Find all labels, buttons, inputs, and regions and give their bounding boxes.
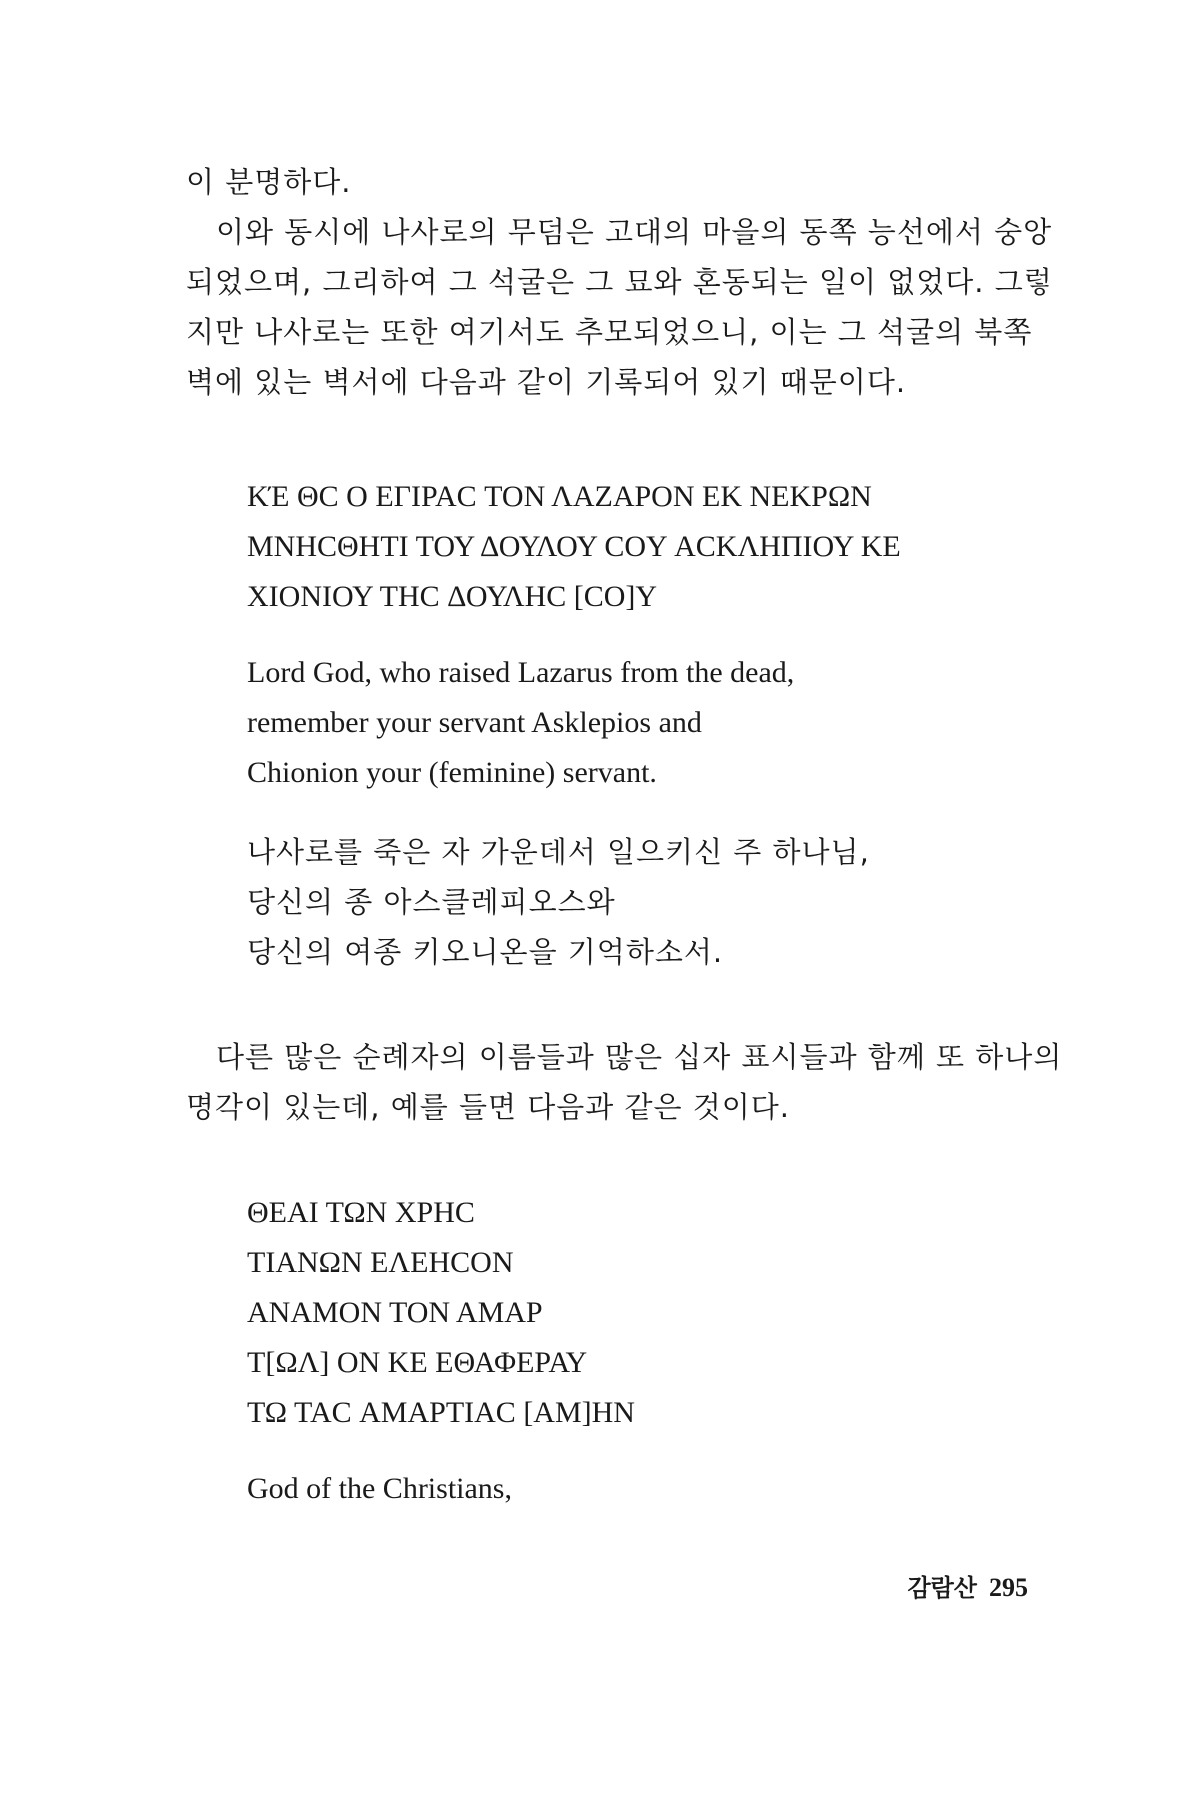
inscription-2-greek-line-2: ΤΙΑΝΩΝ ΕΛΕΗCON: [247, 1246, 514, 1279]
page-number: 295: [989, 1573, 1028, 1602]
inscription-1-greek-line-1: ΚΈ ΘC Ο ΕΓΙΡΑC ΤΟΝ ΛΑΖΑΡΟΝ ΕΚ ΝΕΚΡΩΝ: [247, 480, 872, 513]
inscription-1-english-line-3: Chionion your (feminine) servant.: [247, 756, 657, 789]
running-head: 감람산: [907, 1574, 977, 1602]
inscription-2-greek-line-3: ΑΝΑΜΟΝ ΤΟΝ ΑΜΑΡ: [247, 1296, 543, 1329]
page-footer: [907, 1568, 1028, 1603]
paragraph-2-line-2: 명각이 있는데, 예를 들면 다음과 같은 것이다.: [186, 1090, 790, 1124]
inscription-1-korean-line-3: 당신의 여종 키오니온을 기억하소서.: [247, 935, 724, 969]
inscription-1-english-line-2: remember your servant Asklepios and: [247, 706, 702, 739]
inscription-1-greek-line-2: ΜΝΗCΘΗΤΙ ΤΟΥ ΔΟΥΛΟΥ COY ΑCΚΛΗΠΙΟΥ ΚΕ: [247, 530, 901, 563]
inscription-1-greek-line-3: ΧΙΟΝΙΟΥ ΤΗC ΔΟΥΛΗC [CO]Y: [247, 580, 658, 613]
paragraph-1-line-5: 벽에 있는 벽서에 다음과 같이 기록되어 있기 때문이다.: [186, 365, 907, 399]
inscription-2-greek-line-1: ΘΕΑΙ ΤΩΝ ΧΡΗC: [247, 1196, 475, 1229]
inscription-1-korean-line-1: 나사로를 죽은 자 가운데서 일으키신 주 하나님,: [247, 835, 870, 869]
inscription-2-greek-line-4: Τ[ΩΛ] ΟΝ ΚΕ ΕΘΑΦΕΡΑΥ: [247, 1346, 588, 1379]
inscription-2-greek-line-5: ΤΩ ΤΑC ΑΜΑΡΤΙΑC [ΑΜ]ΗΝ: [247, 1396, 635, 1429]
paragraph-1-line-2: 이와 동시에 나사로의 무덤은 고대의 마을의 동쪽 능선에서 숭앙: [216, 215, 1053, 249]
paragraph-2-line-1: 다른 많은 순례자의 이름들과 많은 십자 표시들과 함께 또 하나의: [216, 1040, 1063, 1074]
paragraph-1-line-4: 지만 나사로는 또한 여기서도 추모되었으니, 이는 그 석굴의 북쪽: [186, 315, 1033, 349]
inscription-1-korean-line-2: 당신의 종 아스클레피오스와: [247, 885, 616, 919]
inscription-1-english-line-1: Lord God, who raised Lazarus from the dead,: [247, 656, 795, 689]
paragraph-1-line-3: 되었으며, 그리하여 그 석굴은 그 묘와 혼동되는 일이 없었다. 그렇: [186, 265, 1053, 299]
inscription-2-english-line-1: God of the Christians,: [247, 1472, 512, 1505]
paragraph-1-line-1: 이 분명하다.: [186, 165, 352, 199]
